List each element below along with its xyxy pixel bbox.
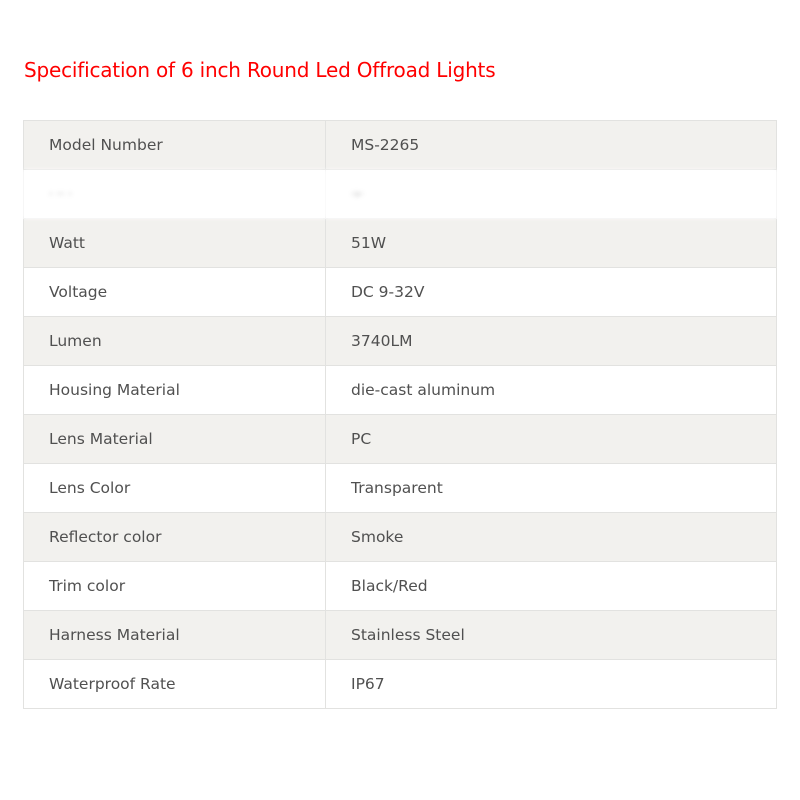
page-title: Specification of 6 inch Round Led Offroad Lights [24, 58, 496, 82]
spec-value: ·›· [326, 170, 777, 219]
spec-key: Trim color [24, 562, 326, 611]
spec-value: 3740LM [326, 317, 777, 366]
spec-value: Transparent [326, 464, 777, 513]
spec-key: Watt [24, 219, 326, 268]
spec-value: Black/Red [326, 562, 777, 611]
table-row-blurred [24, 170, 777, 219]
table-row [24, 611, 777, 660]
spec-key: · ·· · [24, 170, 326, 219]
table-row [24, 317, 777, 366]
spec-key: Lens Material [24, 415, 326, 464]
spec-key: Waterproof Rate [24, 660, 326, 709]
spec-value: Stainless Steel [326, 611, 777, 660]
table-row [24, 366, 777, 415]
spec-key: Harness Material [24, 611, 326, 660]
spec-key: Lumen [24, 317, 326, 366]
table-row [24, 219, 777, 268]
spec-key: Reflector color [24, 513, 326, 562]
specification-table [23, 120, 777, 709]
spec-key: Lens Color [24, 464, 326, 513]
spec-value: die-cast aluminum [326, 366, 777, 415]
table-row [24, 513, 777, 562]
spec-key: Housing Material [24, 366, 326, 415]
spec-value: MS-2265 [326, 121, 777, 170]
spec-value: Smoke [326, 513, 777, 562]
table-row [24, 464, 777, 513]
table-row [24, 562, 777, 611]
table-row [24, 415, 777, 464]
spec-value: PC [326, 415, 777, 464]
spec-key: Voltage [24, 268, 326, 317]
table-row [24, 660, 777, 709]
spec-value: IP67 [326, 660, 777, 709]
table-row [24, 121, 777, 170]
spec-value: DC 9-32V [326, 268, 777, 317]
spec-key: Model Number [24, 121, 326, 170]
table-row [24, 268, 777, 317]
spec-value: 51W [326, 219, 777, 268]
